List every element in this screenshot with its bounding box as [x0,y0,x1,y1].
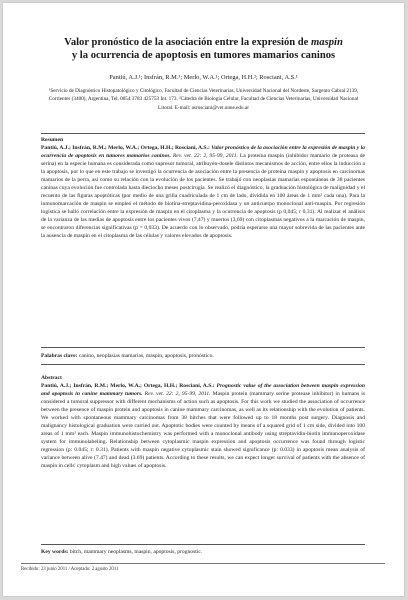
key-words-line [41,548,365,556]
abstract-body: Maspin protein (mammary serine protease inhibitor) in humans is considered a tumoral suppressor with different mechanisms of action such as apoptosis. For this work we studied the association of occurrence between the presence of maspin protein and apoptosis in canine mammary carcinomas, as well as its relationship with the evolution of patients. We worked with spontaneous mammary carcinomas from 38 bitches that were followed up to 18 months post surgery. Diagnosis and malignancy histological graduation were carried out. Apoptotic bodies were counted by means of a squared grid of 1 cm side, divided into 100 areas of 1 mm² each. Maspin immunohistochemistry was performed with a monoclonal antibody using streptavidin-biotin immunoperoxidase system for immunolabeling. Relationship between cytoplasmic maspin expression and apoptosis occurrence was found through logistic regression (p: 0.045; r: 0.31). Patients with maspin negative cytoplasmic stain showed significance (p: 0.033) in apoptosis mean analysis of variance between alive (7.47) and dead (3.69) patients. According to these results, we can expect longer survival of patients with the absence of maspin in cells' cytoplasm and high values of apoptosis. [41,391,366,469]
affiliation-block: ¹Servicio de Diagnóstico Histopatológico y Citológico, Facultad de Ciencias Veterinarias, Universidad Nacional del Nordeste, Sargento Cabral 2139, Corrientes (3400), Argentina, Tel. 0054 3783 425753 Int. 173. ²Cátedra de Biología Celular, Facultad de Ciencias Veterinarias, Universidad Nacional Litoral. E-mail: asrosciani@vet.unne.edu.ar [48,88,359,111]
footer-rule [21,563,385,564]
abstract-cite-title: Prognostic value of the association between maspin expression and apoptosis in canine mammary tumors. [41,383,365,398]
abstract-section [41,375,365,471]
resumen-body: La proteína maspin (inhibidor mamario de proteasa de serina) en la especie humana es considerada como supresor tumoral, atribuyén-dosele distintos mecanismos de acción, entre ellos la inducción a la apoptosis, por lo que en este trabajo se investigó la ocurrencia de asociación entre la presencia de proteína maspin y apoptosis en carcinomas mamarios de la perra, así como su relación con la evolución de los pacientes. Se trabajó con neoplasias mamarias espontáneas de 38 pacientes caninas cuya evolución fue controlada hasta dieciocho meses postcirugía. Se realizó el diagnóstico, la graduación histológica de malignidad y el recuento de las figuras apoptóticas (por medio de una grilla cuadriculada de 1 cm de lado, dividida en 100 áreas de 1 mm² cada una). Para la inmunomarcación de maspin se empleó el método de biotina-streptavidina-peroxidasa y un anticuerpo monoclonal anti-maspin. Por regresión logística se halló correlación entre la expresión de maspin en el citoplasma y la ocurrencia de apoptosis (p 0,045; r 0,31). Al realizar el análisis de la varianza de las medias de apoptosis entre los pacientes vivos (7,47) y muertos (3,69) con citoplasmas negativos a la marcación de maspin, se encontraron diferencias significativas (p = 0,033). De acuerdo con lo observado, podría esperarse una mayor sobrevida de las pacientes ante la ausencia de maspin en el citoplasma de las células y valores elevados de apoptosis. [41,153,365,239]
title-line-2: y la ocurrencia de apoptosis en tumores mamarios caninos [71,50,336,62]
abstract-heading: Abstract [41,375,62,381]
received-accepted-dates: Recibido: 23 junio 2011 / Aceptado: 2 agosto 2011 [21,567,119,572]
title-line-1: Valor pronóstico de la asociación entre la expresión de [64,37,312,48]
abstract-cite-authors: Pantiú, A.J.; Insfrán, R.M.; Merlo, W.A.; Ortega, H.H.; Rosciani, A.S.: [41,383,215,390]
resumen-top-rule [41,133,365,134]
abstract-bottom-rule [41,544,365,545]
resumen-cite-authors: Pantiú, A.J.; Insfrán, R.M.; Merlo, W.A.; Ortega, H.H.; Rosciani, A.S.: [41,145,210,152]
abstract-cite-ref: Rev. vet. 22: 2, 95-99, 2011. [144,391,211,398]
palabras-clave-line [41,352,365,360]
key-words-text: bitch, mammary neoplasms, maspin, apoptosis, prognostic. [69,549,203,555]
key-words-label: Key words: [41,549,69,555]
title-maspin-italic: maspin [311,37,343,48]
abstract-top-rule [41,364,365,365]
resumen-section [41,137,365,241]
journal-page [3,3,404,596]
resumen-cite-title: Valor pronóstico de la asociación entre la expresión de maspin y la ocurrencia de apoptosis en tumores mamarios caninos. [41,145,365,160]
resumen-heading: Resumen [41,137,64,143]
palabras-clave-label: Palabras clave: [41,353,78,359]
resumen-bottom-rule [41,347,365,348]
article-title [23,36,384,63]
palabras-clave-text: canino, neoplasias mamarias, maspin, apoptosis, pronóstico. [78,353,214,359]
resumen-cite-ref: Rev. vet. 22: 2, 95-99, 2011. [172,153,238,160]
author-list: Pantiú, A.J.¹; Insfrán, R.M.¹; Merlo, W.A.¹; Ortega, H.H.²; Rosciani, A.S.¹ [109,74,298,81]
